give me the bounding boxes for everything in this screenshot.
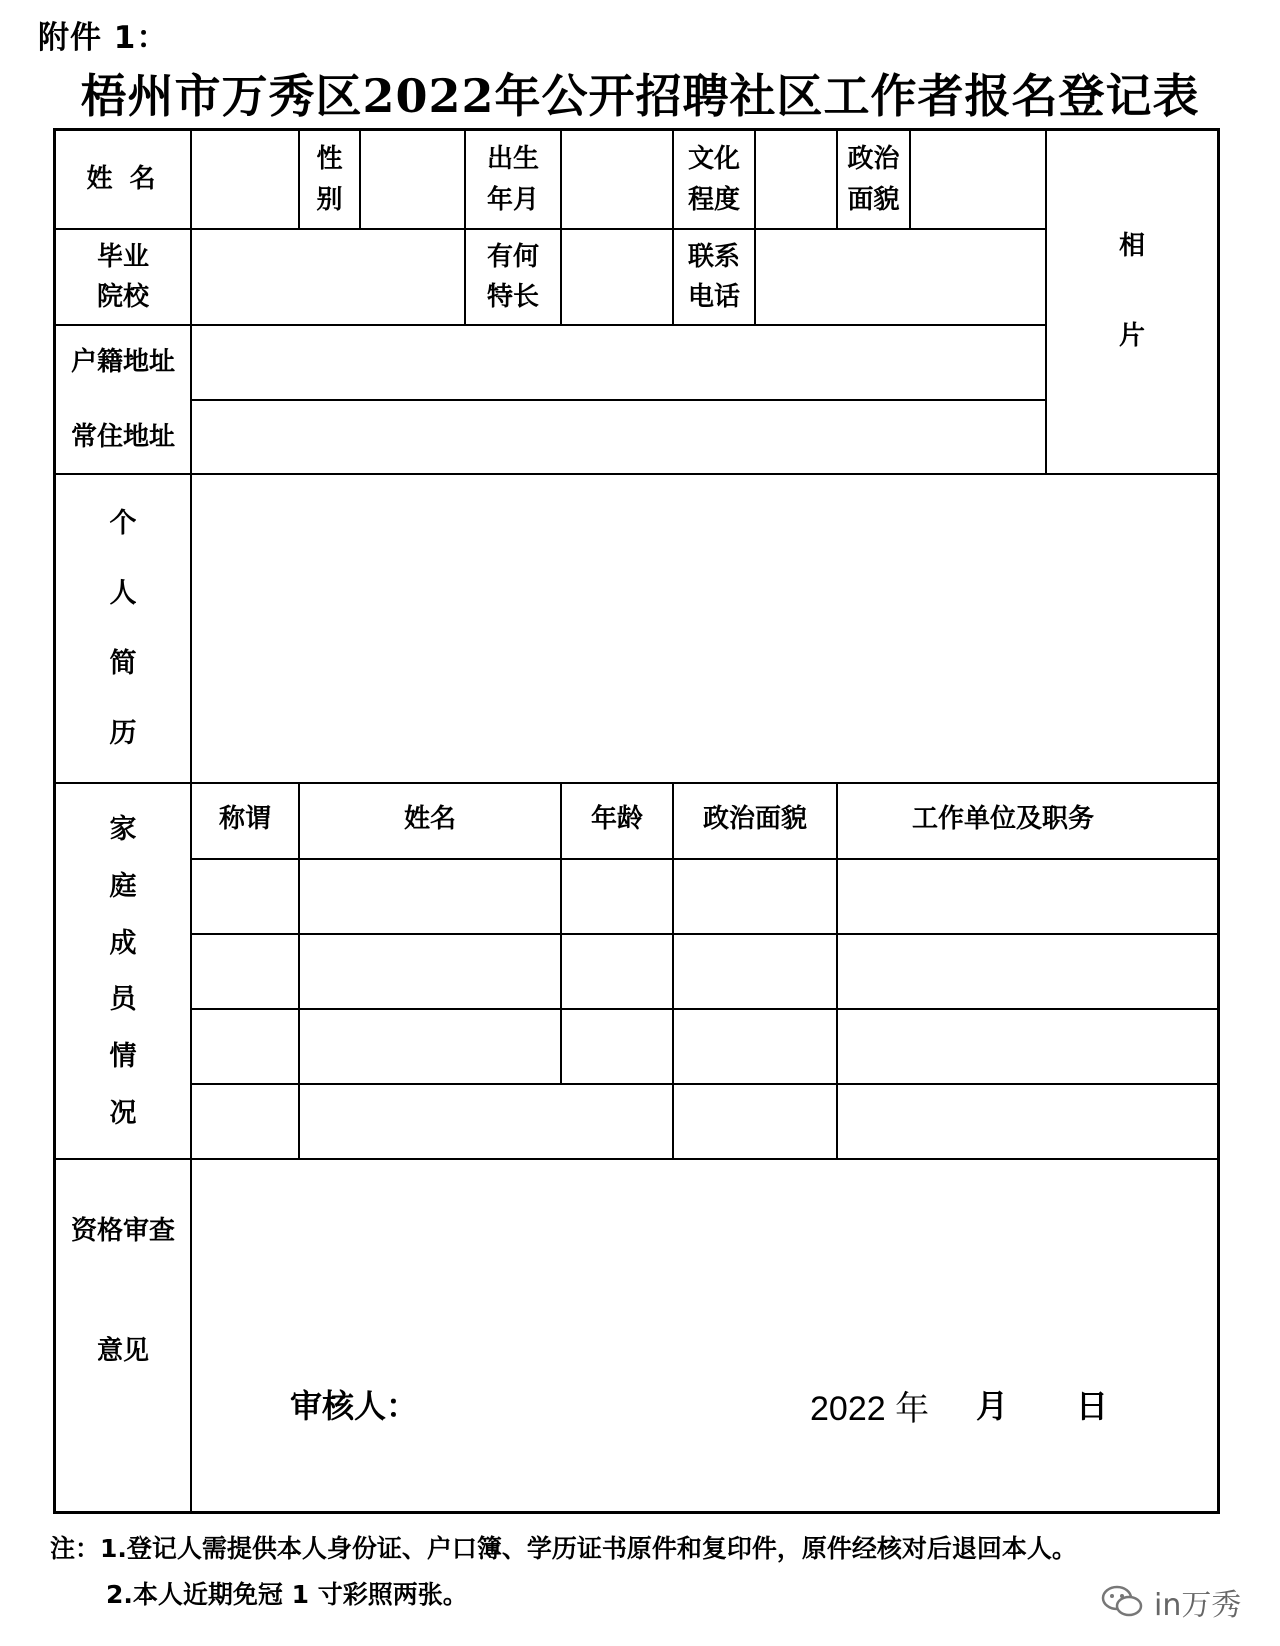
- col-line: [560, 131, 562, 324]
- row-line: [190, 858, 1217, 860]
- resume-char: 人: [109, 578, 137, 609]
- label-phone-line1: 联系: [687, 241, 740, 272]
- family-header-age-text: 年龄: [590, 803, 643, 834]
- family-header-age: [562, 784, 672, 854]
- label-politics-line2: 面貌: [847, 184, 900, 215]
- label-name: [56, 131, 190, 228]
- form-title: 梧州市万秀区2022年公开招聘社区工作者报名登记表: [80, 69, 1200, 123]
- review-month: 月: [976, 1387, 1009, 1425]
- family-char: 情: [109, 1041, 137, 1072]
- family-header-workplace-text: 工作单位及职务: [911, 803, 1094, 834]
- label-hukou-address: [56, 326, 190, 399]
- resume-char: 历: [109, 718, 137, 749]
- col-line: [359, 131, 361, 228]
- family-header-relation-text: 称谓: [218, 803, 271, 834]
- label-skill: [466, 230, 560, 324]
- label-skill-line1: 有何: [486, 241, 539, 272]
- wechat-icon: [1100, 1582, 1144, 1622]
- row-line: [56, 473, 1217, 475]
- family-char: 庭: [109, 871, 137, 902]
- label-education: [674, 131, 754, 228]
- label-skill-line2: 特长: [486, 282, 539, 312]
- label-review-line2: 意见: [96, 1335, 149, 1366]
- family-header-relation: [192, 784, 298, 854]
- note-line-1: 注：1.登记人需提供本人身份证、户口簿、学历证书原件和复印件，原件经核对后退回本人。: [50, 1534, 1077, 1563]
- family-char: 家: [109, 814, 137, 845]
- row-line: [190, 1083, 1217, 1085]
- label-school-line2: 院校: [96, 282, 149, 312]
- review-day: 日: [1076, 1387, 1109, 1425]
- label-residence-address-text: 常住地址: [70, 421, 175, 452]
- row-line: [56, 324, 1045, 326]
- label-birth-line2: 年月: [486, 184, 539, 215]
- label-school-line1: 毕业: [96, 241, 149, 272]
- resume-char: 简: [109, 648, 137, 679]
- family-char: 员: [109, 984, 137, 1015]
- photo-box: [1047, 226, 1217, 356]
- label-politics: [838, 131, 909, 228]
- review-year: 2022 年: [810, 1390, 930, 1428]
- family-header-politics-text: 政治面貌: [702, 803, 807, 834]
- label-politics-line1: 政治: [847, 144, 900, 175]
- watermark: [1100, 1580, 1241, 1624]
- family-char: 况: [109, 1098, 137, 1129]
- label-gender-line1: 性: [316, 144, 343, 175]
- label-education-line1: 文化: [687, 144, 740, 175]
- photo-char-2: 片: [1118, 320, 1145, 351]
- note-line-2: 2.本人近期免冠 1 寸彩照两张。: [106, 1580, 468, 1609]
- label-gender: [300, 131, 359, 228]
- label-residence-address: [56, 401, 190, 473]
- col-line: [909, 131, 911, 228]
- label-school: [56, 230, 190, 324]
- label-review-line1: 资格审查: [70, 1216, 175, 1246]
- registration-form-table: [53, 128, 1220, 1514]
- family-header-name-text: 姓名: [403, 803, 456, 834]
- family-header-politics: [674, 784, 836, 854]
- family-char: 成: [109, 928, 137, 959]
- label-birth-line1: 出生: [486, 144, 539, 175]
- label-education-line2: 程度: [687, 184, 740, 215]
- row-line: [190, 1008, 1217, 1010]
- label-review: [56, 1211, 190, 1371]
- reviewer-label: 审核人：: [290, 1387, 419, 1425]
- row-line: [190, 933, 1217, 935]
- row-line: [56, 1158, 1217, 1160]
- label-phone: [674, 230, 754, 324]
- resume-char: 个: [109, 508, 137, 539]
- notes: [50, 1526, 1077, 1618]
- label-gender-line2: 别: [316, 184, 343, 215]
- row-line: [190, 399, 1045, 401]
- label-name-text: 姓 名: [86, 164, 160, 195]
- col-line: [754, 131, 756, 324]
- label-birth: [466, 131, 560, 228]
- label-phone-line2: 电话: [687, 282, 740, 312]
- watermark-text: in万秀: [1154, 1588, 1242, 1623]
- photo-char-1: 相: [1118, 231, 1145, 261]
- attachment-label: 附件 1：: [38, 20, 169, 56]
- label-hukou-address-text: 户籍地址: [70, 347, 175, 378]
- family-header-workplace: [838, 784, 1168, 854]
- family-header-name: [300, 784, 560, 854]
